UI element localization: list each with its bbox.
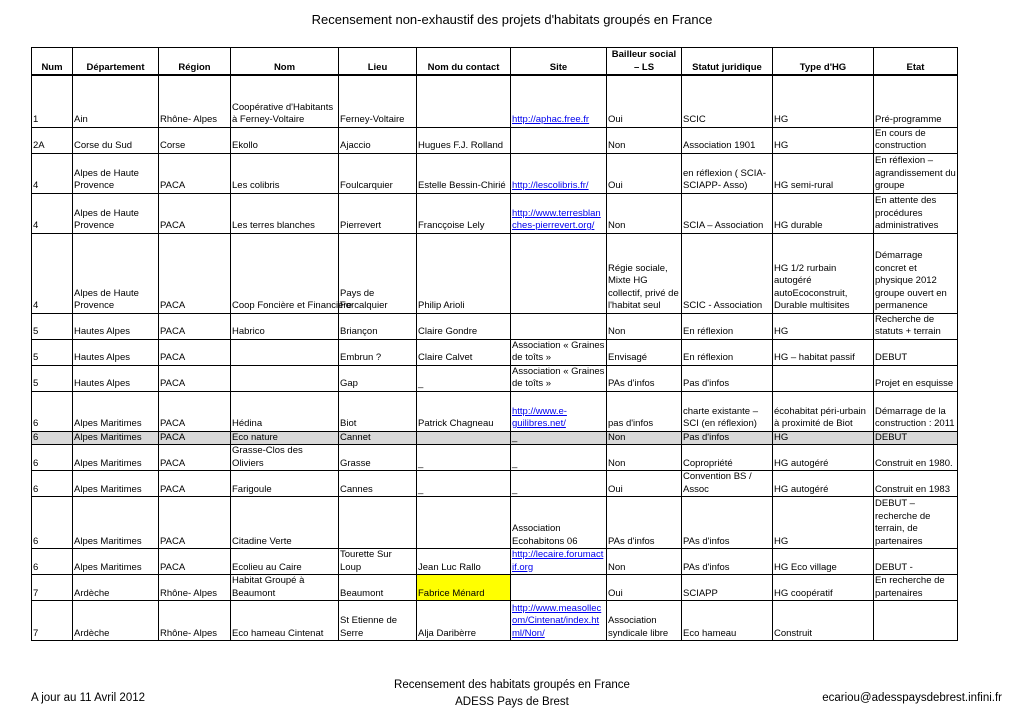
cell-type [773, 365, 874, 391]
cell-statut: Copropriété [682, 445, 773, 471]
cell-nom: Eco nature [231, 431, 339, 445]
cell-nom: Citadine Verte [231, 497, 339, 549]
cell-type: Construit [773, 601, 874, 641]
table-row [32, 549, 958, 575]
cell-nom: Habrico [231, 313, 339, 339]
cell-region: PACA [159, 497, 231, 549]
col-header-nom: Nom [231, 48, 339, 76]
cell-lieu: Gap [339, 365, 417, 391]
cell-departement: Ardèche [73, 575, 159, 601]
table-row [32, 471, 958, 497]
cell-region: PACA [159, 153, 231, 193]
cell-num: 7 [32, 601, 73, 641]
cell-num: 6 [32, 471, 73, 497]
cell-num: 2A [32, 127, 73, 153]
cell-lieu: Briançon [339, 313, 417, 339]
cell-type: HG autogéré [773, 471, 874, 497]
table-row [32, 601, 958, 641]
cell-departement: Alpes de Haute Provence [73, 193, 159, 233]
cell-lieu: Embrun ? [339, 339, 417, 365]
cell-type: HG Eco village [773, 549, 874, 575]
table-header-row [32, 48, 958, 76]
cell-departement: Alpes Maritimes [73, 471, 159, 497]
cell-statut: charte existante – SCI (en réflexion) [682, 391, 773, 431]
cell-num: 4 [32, 233, 73, 313]
cell-etat: En réflexion – agrandissement du groupe [875, 155, 956, 191]
cell-num: 6 [32, 445, 73, 471]
projects-table [31, 47, 958, 641]
cell-etat: En cours de construction [874, 127, 958, 153]
cell-bailleur: Non [607, 193, 682, 233]
cell-bailleur: Oui [607, 75, 682, 127]
cell-num: 5 [32, 313, 73, 339]
cell-contact: Jean Luc Rallo [417, 549, 511, 575]
table-row [32, 365, 958, 391]
cell-type: écohabitat péri-urbain à proximité de Biot [773, 391, 874, 431]
col-header-contact: Nom du contact [417, 48, 511, 76]
cell-bailleur: Envisagé [607, 339, 682, 365]
table-row [32, 193, 958, 233]
cell-bailleur: Non [607, 549, 682, 575]
cell-bailleur: PAs d'infos [607, 365, 682, 391]
col-header-departement: Département [73, 48, 159, 76]
cell-site: _ [511, 431, 607, 445]
cell-departement: Alpes de Haute Provence [73, 233, 159, 313]
table-row [32, 153, 958, 193]
cell-etat: DEBUT [874, 339, 958, 365]
cell-site[interactable]: http://aphac.free.fr [511, 75, 607, 127]
col-header-lieu: Lieu [339, 48, 417, 76]
cell-statut: Convention BS / Assoc [682, 471, 773, 497]
cell-statut: SCIA – Association [682, 193, 773, 233]
table-row [32, 339, 958, 365]
cell-region: PACA [159, 193, 231, 233]
cell-nom: Habitat Groupé à Beaumont [231, 575, 339, 601]
footer-date: A jour au 11 Avril 2012 [31, 692, 146, 704]
cell-type: HG [773, 313, 874, 339]
cell-statut: SCIC - Association [682, 233, 773, 313]
cell-type: HG [773, 497, 874, 549]
cell-nom: Coop Foncière et Financière [231, 233, 339, 313]
cell-region: Rhône- Alpes [159, 601, 231, 641]
cell-contact: Estelle Bessin-Chirié [417, 153, 511, 193]
cell-bailleur: Non [607, 445, 682, 471]
cell-lieu: Ferney-Voltaire [339, 75, 417, 127]
cell-site[interactable]: http://www.e-guilibres.net/ [511, 391, 607, 431]
cell-nom: Les terres blanches [231, 193, 339, 233]
cell-site [511, 127, 607, 153]
cell-statut: Pas d'infos [682, 365, 773, 391]
cell-departement: Corse du Sud [73, 127, 159, 153]
cell-type: HG 1/2 rurbain autogéré autoEcoconstruit, Durable multisites [773, 233, 874, 313]
cell-contact: _ [417, 445, 511, 471]
cell-region: PACA [159, 233, 231, 313]
cell-lieu: Foulcarquier [339, 153, 417, 193]
cell-num: 4 [32, 153, 73, 193]
cell-nom: Grasse-Clos des Oliviers [231, 445, 339, 471]
table-row [32, 127, 958, 153]
cell-departement: Alpes Maritimes [73, 445, 159, 471]
cell-contact [417, 431, 511, 445]
cell-region: PACA [159, 365, 231, 391]
cell-etat: DEBUT [874, 431, 958, 445]
footer-center-line1: Recensement des habitats groupés en France [394, 679, 630, 691]
cell-lieu: Cannet [339, 431, 417, 445]
cell-site [511, 575, 607, 601]
cell-statut: PAs d'infos [682, 549, 773, 575]
cell-statut: Association 1901 [682, 127, 773, 153]
cell-type: HG [773, 75, 874, 127]
cell-site: _ [511, 471, 607, 497]
cell-bailleur: PAs d'infos [607, 497, 682, 549]
table-row [32, 445, 958, 471]
cell-num: 6 [32, 549, 73, 575]
cell-bailleur: Non [607, 313, 682, 339]
table-row [32, 313, 958, 339]
cell-site [511, 233, 607, 313]
cell-region: PACA [159, 445, 231, 471]
col-header-num: Num [32, 48, 73, 76]
cell-num: 7 [32, 575, 73, 601]
cell-lieu: Pays de Forcalquier [339, 233, 417, 313]
col-header-type: Type d'HG [773, 48, 874, 76]
cell-departement: Alpes Maritimes [73, 497, 159, 549]
cell-etat: Construit en 1983 [874, 471, 958, 497]
cell-num: 6 [32, 391, 73, 431]
cell-nom: Les colibris [231, 153, 339, 193]
cell-region: PACA [159, 391, 231, 431]
cell-bailleur: Oui [607, 153, 682, 193]
cell-site: Association « Graines de toîts » [511, 339, 607, 365]
cell-bailleur: pas d'infos [607, 391, 682, 431]
footer-center-line2: ADESS Pays de Brest [455, 696, 569, 708]
cell-site[interactable]: http://lescolibris.fr/ [511, 153, 607, 193]
cell-departement: Ain [73, 75, 159, 127]
cell-site[interactable]: http://www.measollecom/Cintenat/index.html/Non/ [511, 601, 607, 641]
cell-region: PACA [159, 549, 231, 575]
cell-bailleur: Association syndicale libre [607, 601, 682, 641]
cell-etat: Démarrage de la construction : 2011 [874, 391, 958, 431]
cell-contact: Philip Arioli [417, 233, 511, 313]
cell-num: 1 [32, 75, 73, 127]
cell-contact: Claire Gondre [417, 313, 511, 339]
col-header-etat: Etat [874, 48, 958, 76]
cell-bailleur: Régie sociale, Mixte HG collectif, privé de l'habitat seul [607, 233, 682, 313]
cell-contact: Francçoise Lely [417, 193, 511, 233]
page-title: Recensement non-exhaustif des projets d'habitats groupés en France [311, 12, 713, 27]
cell-statut: SCIC [682, 75, 773, 127]
table-row [32, 575, 958, 601]
cell-region: Rhône- Alpes [159, 575, 231, 601]
cell-departement: Hautes Alpes [73, 339, 159, 365]
cell-nom [231, 339, 339, 365]
cell-etat: Démarrage concret et physique 2012 groupe ouvert en permanence [874, 233, 958, 313]
cell-nom [231, 365, 339, 391]
cell-bailleur: Oui [607, 471, 682, 497]
cell-region: PACA [159, 339, 231, 365]
cell-departement: Alpes Maritimes [73, 431, 159, 445]
cell-type: HG semi-rural [773, 153, 874, 193]
cell-lieu: Biot [339, 391, 417, 431]
cell-departement: Ardèche [73, 601, 159, 641]
cell-num: 5 [32, 365, 73, 391]
cell-nom: Eco hameau Cintenat [231, 601, 339, 641]
cell-lieu: Pierrevert [339, 193, 417, 233]
cell-lieu: Beaumont [339, 575, 417, 601]
cell-etat: Recherche de statuts + terrain [874, 313, 958, 339]
cell-departement: Hautes Alpes [73, 365, 159, 391]
cell-statut: Eco hameau [682, 601, 773, 641]
cell-type: HG – habitat passif [773, 339, 874, 365]
cell-region: PACA [159, 471, 231, 497]
cell-statut: en réflexion ( SCIA-SCIAPP- Asso) [682, 153, 773, 193]
cell-site: Association Ecohabitons 06 [511, 497, 607, 549]
table-row [32, 497, 958, 549]
cell-region: Rhône- Alpes [159, 75, 231, 127]
cell-statut: En réflexion [682, 339, 773, 365]
cell-type: HG autogéré [773, 445, 874, 471]
cell-statut: En réflexion [682, 313, 773, 339]
cell-nom: Coopérative d'Habitants à Ferney-Voltaire [231, 75, 339, 127]
cell-num: 6 [32, 497, 73, 549]
cell-site[interactable]: http://www.terresblanches-pierrevert.org/ [511, 193, 607, 233]
table-row [32, 75, 958, 127]
cell-etat: DEBUT – recherche de terrain, de partenaires [874, 497, 958, 549]
table-row [32, 391, 958, 431]
cell-etat: DEBUT - [874, 549, 958, 575]
cell-contact: Claire Calvet [417, 339, 511, 365]
cell-bailleur: Non [607, 431, 682, 445]
cell-contact: _ [417, 471, 511, 497]
cell-type: HG [773, 127, 874, 153]
cell-lieu: St Etienne de Serre [339, 601, 417, 641]
cell-site: Association « Graines de toîts » [511, 365, 607, 391]
cell-nom: Farigoule [231, 471, 339, 497]
cell-contact [417, 497, 511, 549]
cell-region: Corse [159, 127, 231, 153]
cell-lieu: Tourette Sur Loup [339, 549, 417, 575]
cell-site[interactable]: http://lecaire.forumactif.org [511, 549, 607, 575]
cell-type: HG [773, 431, 874, 445]
table-row [32, 431, 958, 445]
cell-etat: Projet en esquisse [874, 365, 958, 391]
cell-departement: Alpes Maritimes [73, 549, 159, 575]
cell-contact: Fabrice Ménard [417, 575, 511, 601]
cell-etat [874, 601, 958, 641]
cell-bailleur: Oui [607, 575, 682, 601]
cell-departement: Hautes Alpes [73, 313, 159, 339]
cell-lieu: Ajaccio [339, 127, 417, 153]
cell-contact: Alja Daribèrre [417, 601, 511, 641]
footer-email: ecariou@adesspaysdebrest.infini.fr [822, 692, 1002, 704]
cell-departement: Alpes de Haute Provence [73, 153, 159, 193]
cell-num: 4 [32, 193, 73, 233]
cell-type: HG coopératif [773, 575, 874, 601]
cell-contact: Patrick Chagneau [417, 391, 511, 431]
cell-statut: PAs d'infos [682, 497, 773, 549]
cell-nom: Ekollo [231, 127, 339, 153]
cell-site: _ [511, 445, 607, 471]
cell-site [511, 313, 607, 339]
col-header-region: Région [159, 48, 231, 76]
cell-contact: Hugues F.J. Rolland [417, 127, 511, 153]
col-header-bailleur: Bailleur social – LS [607, 48, 682, 76]
cell-contact: _ [417, 365, 511, 391]
cell-statut: Pas d'infos [682, 431, 773, 445]
cell-etat: En recherche de partenaires [874, 575, 958, 601]
cell-contact [417, 75, 511, 127]
table-row [32, 233, 958, 313]
cell-nom: Hédina [231, 391, 339, 431]
cell-etat: En attente des procédures administratives [874, 193, 958, 233]
cell-num: 5 [32, 339, 73, 365]
cell-lieu: Grasse [339, 445, 417, 471]
cell-type: HG durable [773, 193, 874, 233]
col-header-statut: Statut juridique [682, 48, 773, 76]
cell-region: PACA [159, 313, 231, 339]
cell-lieu [339, 497, 417, 549]
col-header-site: Site [511, 48, 607, 76]
cell-lieu: Cannes [339, 471, 417, 497]
cell-region: PACA [159, 431, 231, 445]
cell-etat: Pré-programme [874, 75, 958, 127]
cell-departement: Alpes Maritimes [73, 391, 159, 431]
cell-etat: Construit en 1980. [874, 445, 958, 471]
cell-bailleur: Non [607, 127, 682, 153]
cell-statut: SCIAPP [682, 575, 773, 601]
cell-nom: Ecolieu au Caire [231, 549, 339, 575]
cell-num: 6 [32, 431, 73, 445]
